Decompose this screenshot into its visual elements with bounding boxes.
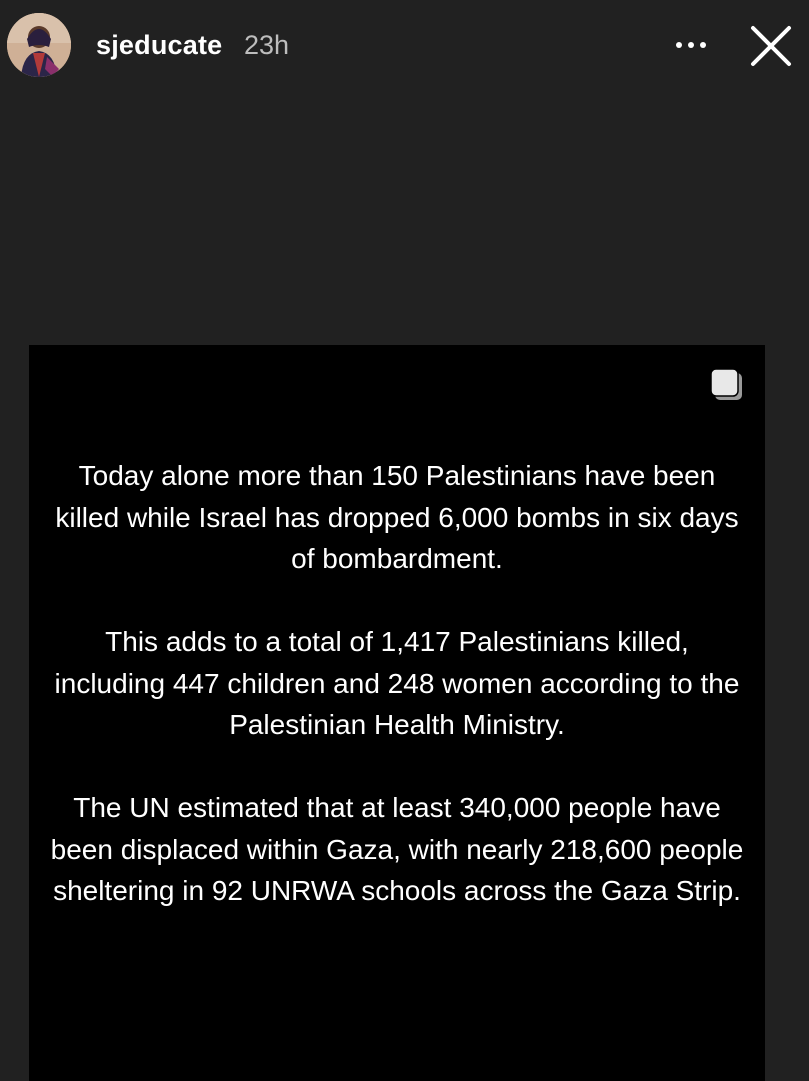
post-text-body — [49, 455, 745, 953]
shared-post-card[interactable] — [29, 345, 765, 1081]
post-paragraph: This adds to a total of 1,417 Palestinians killed, including 447 children and 248 women according to the Palestinian Health Ministry. — [54, 626, 740, 740]
close-icon — [747, 22, 795, 70]
avatar-image — [7, 13, 71, 77]
close-button[interactable] — [747, 22, 795, 70]
more-dots-icon — [670, 30, 712, 60]
username[interactable]: sjeducate — [96, 30, 223, 60]
story-header — [0, 0, 809, 92]
post-paragraph: Today alone more than 150 Palestinians have been killed while Israel has dropped 6,000 bombs in six days of bombardment. — [55, 460, 739, 574]
more-options-button[interactable] — [670, 30, 712, 60]
carousel-multiple-icon — [709, 367, 745, 403]
avatar[interactable] — [7, 13, 71, 77]
timestamp: 23h — [244, 30, 290, 60]
post-paragraph: The UN estimated that at least 340,000 people have been displaced within Gaza, with nearly 218,600 people sheltering in 92 UNRWA schools across the Gaza Strip. — [50, 792, 744, 906]
